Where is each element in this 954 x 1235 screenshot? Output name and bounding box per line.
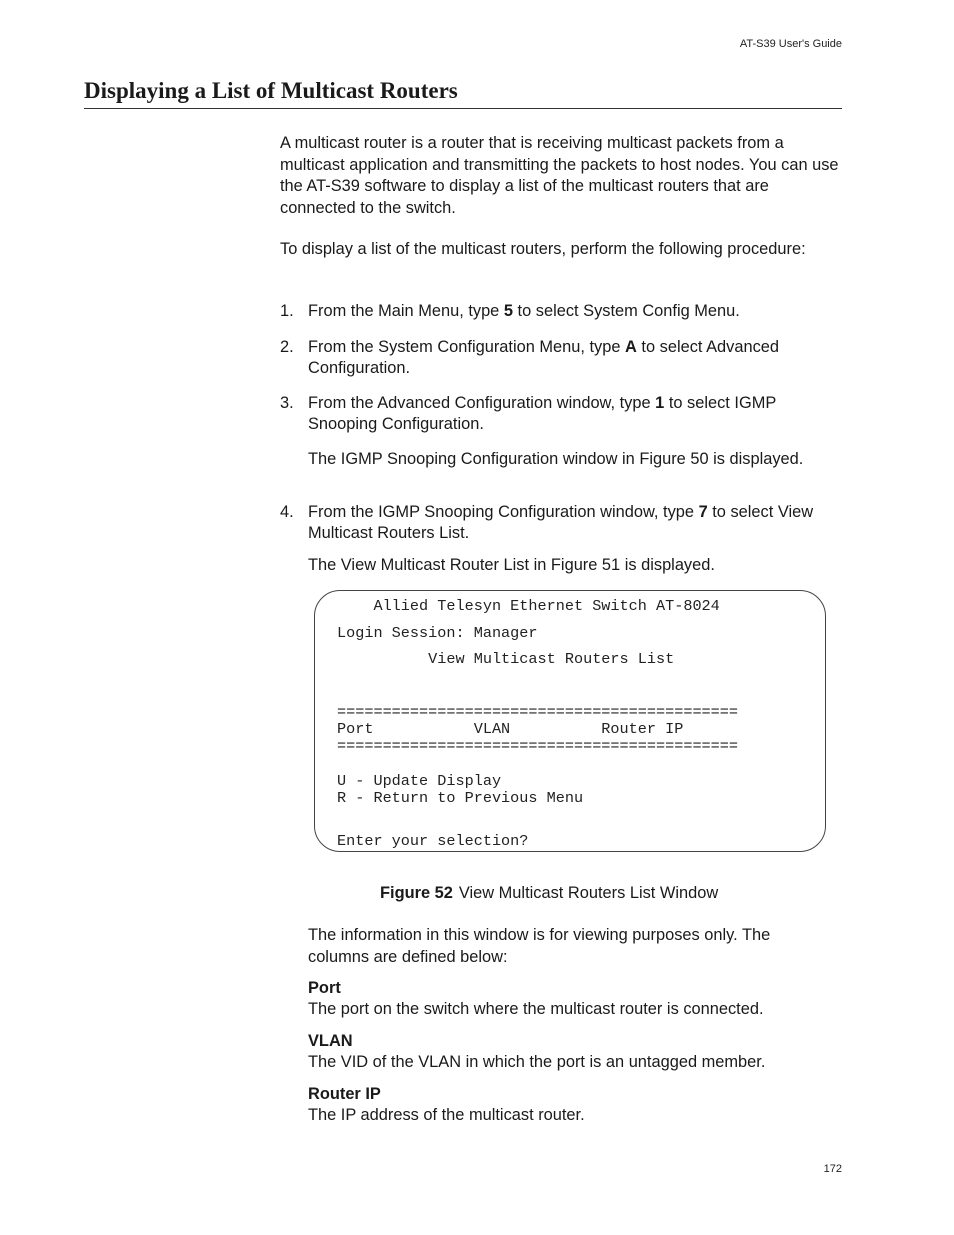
key-code: 1	[655, 394, 665, 412]
page-number: 172	[823, 1163, 842, 1175]
key-code: A	[625, 338, 637, 356]
figure-caption	[380, 884, 718, 903]
window-title: View Multicast Routers List	[337, 650, 675, 668]
column-headers: Port VLAN Router IP	[337, 720, 684, 738]
divider-line: ============================================	[337, 703, 739, 721]
definition-desc-port: The port on the switch where the multicast router is connected.	[308, 1000, 764, 1018]
menu-option-return: R - Return to Previous Menu	[337, 789, 584, 807]
figure-title: View Multicast Routers List Window	[458, 884, 719, 902]
step-3-note: The IGMP Snooping Configuration window in Figure 50 is displayed.	[308, 450, 804, 468]
terminal-window	[314, 590, 826, 852]
info-paragraph: The information in this window is for viewing purposes only. The columns are defined below:	[308, 926, 771, 966]
definition-term-port: Port	[308, 979, 341, 997]
definition-term-router-ip: Router IP	[308, 1085, 381, 1103]
step-number: 1.	[280, 302, 294, 320]
definition-desc-router-ip: The IP address of the multicast router.	[308, 1106, 585, 1124]
step-4-note: The View Multicast Router List in Figure 51 is displayed.	[308, 556, 715, 574]
step-1: 1. From the Main Menu, type 5 to select System Config Menu.	[280, 302, 740, 320]
key-code: 5	[503, 302, 513, 320]
step-2: 2. From the System Configuration Menu, type A to select Advanced Configuration.	[280, 338, 780, 377]
terminal-title: Allied Telesyn Ethernet Switch AT-8024	[337, 597, 720, 615]
section-title: Displaying a List of Multicast Routers	[84, 78, 842, 109]
step-3: 3. From the Advanced Configuration window, type 1 to select IGMP Snooping Configuration.	[280, 394, 777, 433]
intro-paragraph: A multicast router is a router that is receiving multicast packets from a multicast application and transmitting the packets to host nodes. You can use the AT-S39 software to display a list of the multicast routers that are connected to the switch.	[280, 134, 839, 217]
menu-option-update: U - Update Display	[337, 772, 502, 790]
step-number: 4.	[280, 503, 294, 521]
step-4: 4. From the IGMP Snooping Configuration window, type 7 to select View Multicast Routers List.	[280, 503, 814, 542]
divider-line: ============================================	[337, 737, 739, 755]
login-session: Login Session: Manager	[337, 624, 538, 642]
key-code: 7	[698, 503, 708, 521]
selection-prompt: Enter your selection?	[337, 832, 529, 850]
definition-desc-vlan: The VID of the VLAN in which the port is an untagged member.	[308, 1053, 766, 1071]
step-number: 3.	[280, 394, 294, 412]
figure-label: Figure 52	[380, 884, 453, 902]
procedure-intro: To display a list of the multicast routers, perform the following procedure:	[280, 240, 806, 258]
step-number: 2.	[280, 338, 294, 356]
definition-term-vlan: VLAN	[308, 1032, 353, 1050]
running-header: AT-S39 User's Guide	[739, 38, 842, 50]
